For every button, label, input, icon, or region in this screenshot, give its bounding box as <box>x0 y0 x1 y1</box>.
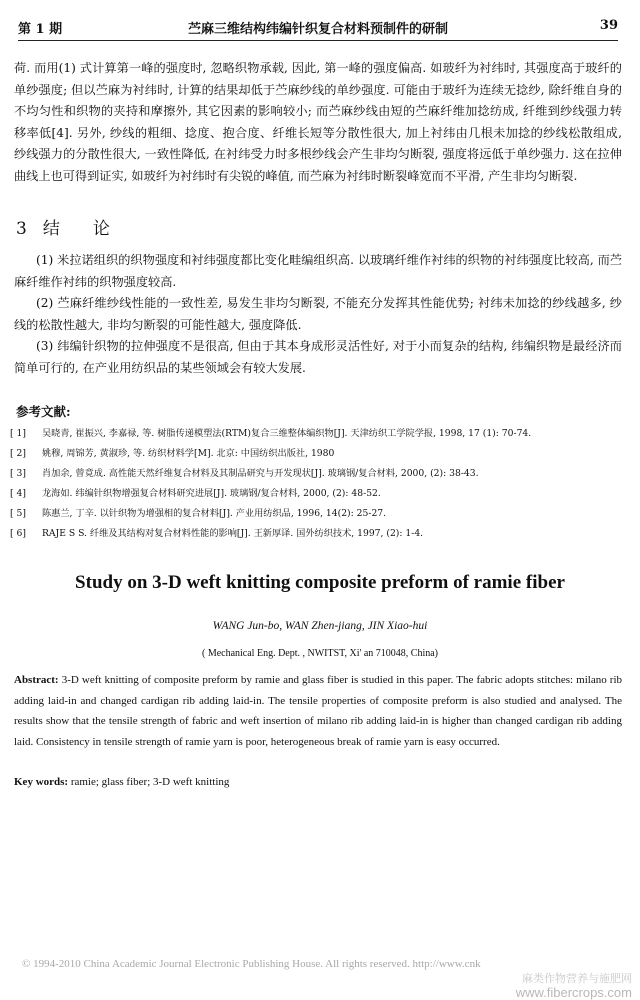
abstract-label: Abstract: <box>14 674 59 686</box>
references-heading: 参考文献: <box>16 404 71 419</box>
section-number: 3 <box>16 219 35 239</box>
section-title: 结 论 <box>42 219 118 239</box>
watermark-cn: 麻类作物营养与施肥网 <box>522 973 632 985</box>
reference-item <box>10 464 622 484</box>
reference-item <box>10 524 622 544</box>
section-heading <box>16 214 126 239</box>
running-header <box>18 12 618 41</box>
conclusion-item: (1) 米拉诺组织的织物强度和衬纬强度都比变化畦编组织高. 以玻璃纤维作衬纬的织物的衬纬强度比较高, 而苎麻纤维作衬纬的织物强度较高. <box>14 253 622 289</box>
keywords-label: Key words: <box>14 776 69 788</box>
reference-text: 姚穆, 周锦芳, 黄淑珍, 等. 纺织材料学[M]. 北京: 中国纺织出版社, 1980 <box>42 448 335 459</box>
abstract-text: 3-D weft knitting of composite preform by ramie and glass fiber is studied in this paper. The fabric adopts stitches: milano rib adding laid-in and changed cardigan rib adding laid-in. The tensile properties of composite preform is also studied and analysed. The results show that the tensile strength of fabric and weft insertion of milano rib adding laid-in is higher than changed cardigan rib adding laid. Consistency in tensile strength of ramie yarn is poor, heterogeneous break of ramie yarn is easy occurred. <box>14 674 622 748</box>
page-number: 39 <box>599 18 618 33</box>
english-authors: WANG Jun-bo, WAN Zhen-jiang, JIN Xiao-hui <box>212 620 428 632</box>
conclusion-item: (2) 苎麻纤维纱线性能的一致性差, 易发生非均匀断裂, 不能充分发挥其性能优势; 衬纬未加捻的纱线越多, 纱线的松散性越大, 非均匀断裂的可能性越大, 强度降低. <box>14 296 622 332</box>
reference-item <box>10 444 622 464</box>
watermark <box>516 972 632 1000</box>
reference-number: [ 6] <box>10 528 26 539</box>
reference-number: [ 4] <box>10 488 26 499</box>
keywords-text: ramie; glass fiber; 3-D weft knitting <box>68 776 230 788</box>
copyright-footer: © 1994-2010 China Academic Journal Electronic Publishing House. All rights reserved. http://www.cnk <box>22 958 481 970</box>
watermark-url: www.fibercrops.com <box>515 985 632 1000</box>
conclusions <box>14 250 622 380</box>
reference-item <box>10 484 622 504</box>
reference-text: 肖加余, 曾竟成. 高性能天然纤维复合材料及其制品研究与开发现状[J]. 玻璃钢/复合材料, 2000, (2): 38-43. <box>42 468 479 479</box>
english-affiliation: ( Mechanical Eng. Dept. , NWITST, Xi' an 710048, China) <box>201 648 438 659</box>
reference-list <box>10 424 622 544</box>
running-title: 苎麻三维结构纬编针织复合材料预制件的研制 <box>187 22 448 37</box>
reference-text: RAJE S S. 纤维及其结构对复合材料性能的影响[J]. 王新厚译. 国外纺织技术, 1997, (2): 1-4. <box>42 528 424 539</box>
reference-item <box>10 424 622 444</box>
english-abstract <box>14 670 622 752</box>
reference-number: [ 1] <box>10 428 26 439</box>
english-keywords <box>14 776 622 788</box>
english-title: Study on 3-D weft knitting composite preform of ramie fiber <box>75 572 565 593</box>
body-paragraph: 荷. 而用(1) 式计算第一峰的强度时, 忽略织物承载, 因此, 第一峰的强度偏高. 如玻纤为衬纬时, 其强度高于玻纤的单纱强度; 但以苎麻为衬纬时, 计算的结果却低于苎麻纱线的单纱强度. 可能由于玻纤为连续无捻纱, 除纤维自身的不均匀性和织物的夹持和摩擦外, 其它因素的影响较小; 而苎麻纱线由短的苎麻纤维加捻纺成, 纤维到纱线强力转移率低[4]. 另外, 纱线的粗细、捻度、抱合度、纤维长短等分散性很大, 加上衬纬由几根未加捻的纱线松散组成, 纱线强力的分散性很大, 一致性降低, 在衬纬受力时多根纱线会产生非均匀断裂, 强度将远低于单纱强力. 这在拉伸曲线上也可得到证实, 如玻纤为衬纬时有尖锐的峰值, 而苎麻为衬纬时断裂峰宽而不平滑, 产生非均匀断裂. <box>14 61 622 183</box>
reference-text: 龙海如. 纬编针织物增强复合材料研究进展[J]. 玻璃钢/复合材料, 2000, (2): 48-52. <box>42 488 381 499</box>
reference-item <box>10 504 622 524</box>
reference-text: 吴晓青, 崔振兴, 李嘉禄, 等. 树脂传递模塑法(RTM)复合三维整体编织物[J]. 天津纺织工学院学报, 1998, 17 (1): 70-74. <box>42 428 532 439</box>
reference-number: [ 2] <box>10 448 26 459</box>
issue-label: 第 1 期 <box>18 22 63 37</box>
reference-text: 陈惠兰, 丁辛. 以针织物为增强相的复合材料[J]. 产业用纺织品, 1996, 14(2): 25-27. <box>42 508 387 519</box>
reference-number: [ 5] <box>10 508 26 519</box>
conclusion-item: (3) 纬编针织物的拉伸强度不是很高, 但由于其本身成形灵活性好, 对于小而复杂的结构, 纬编织物是最经济而简单可行的, 在产业用纺织品的某些领域会有较大发展. <box>14 339 622 375</box>
reference-number: [ 3] <box>10 468 26 479</box>
